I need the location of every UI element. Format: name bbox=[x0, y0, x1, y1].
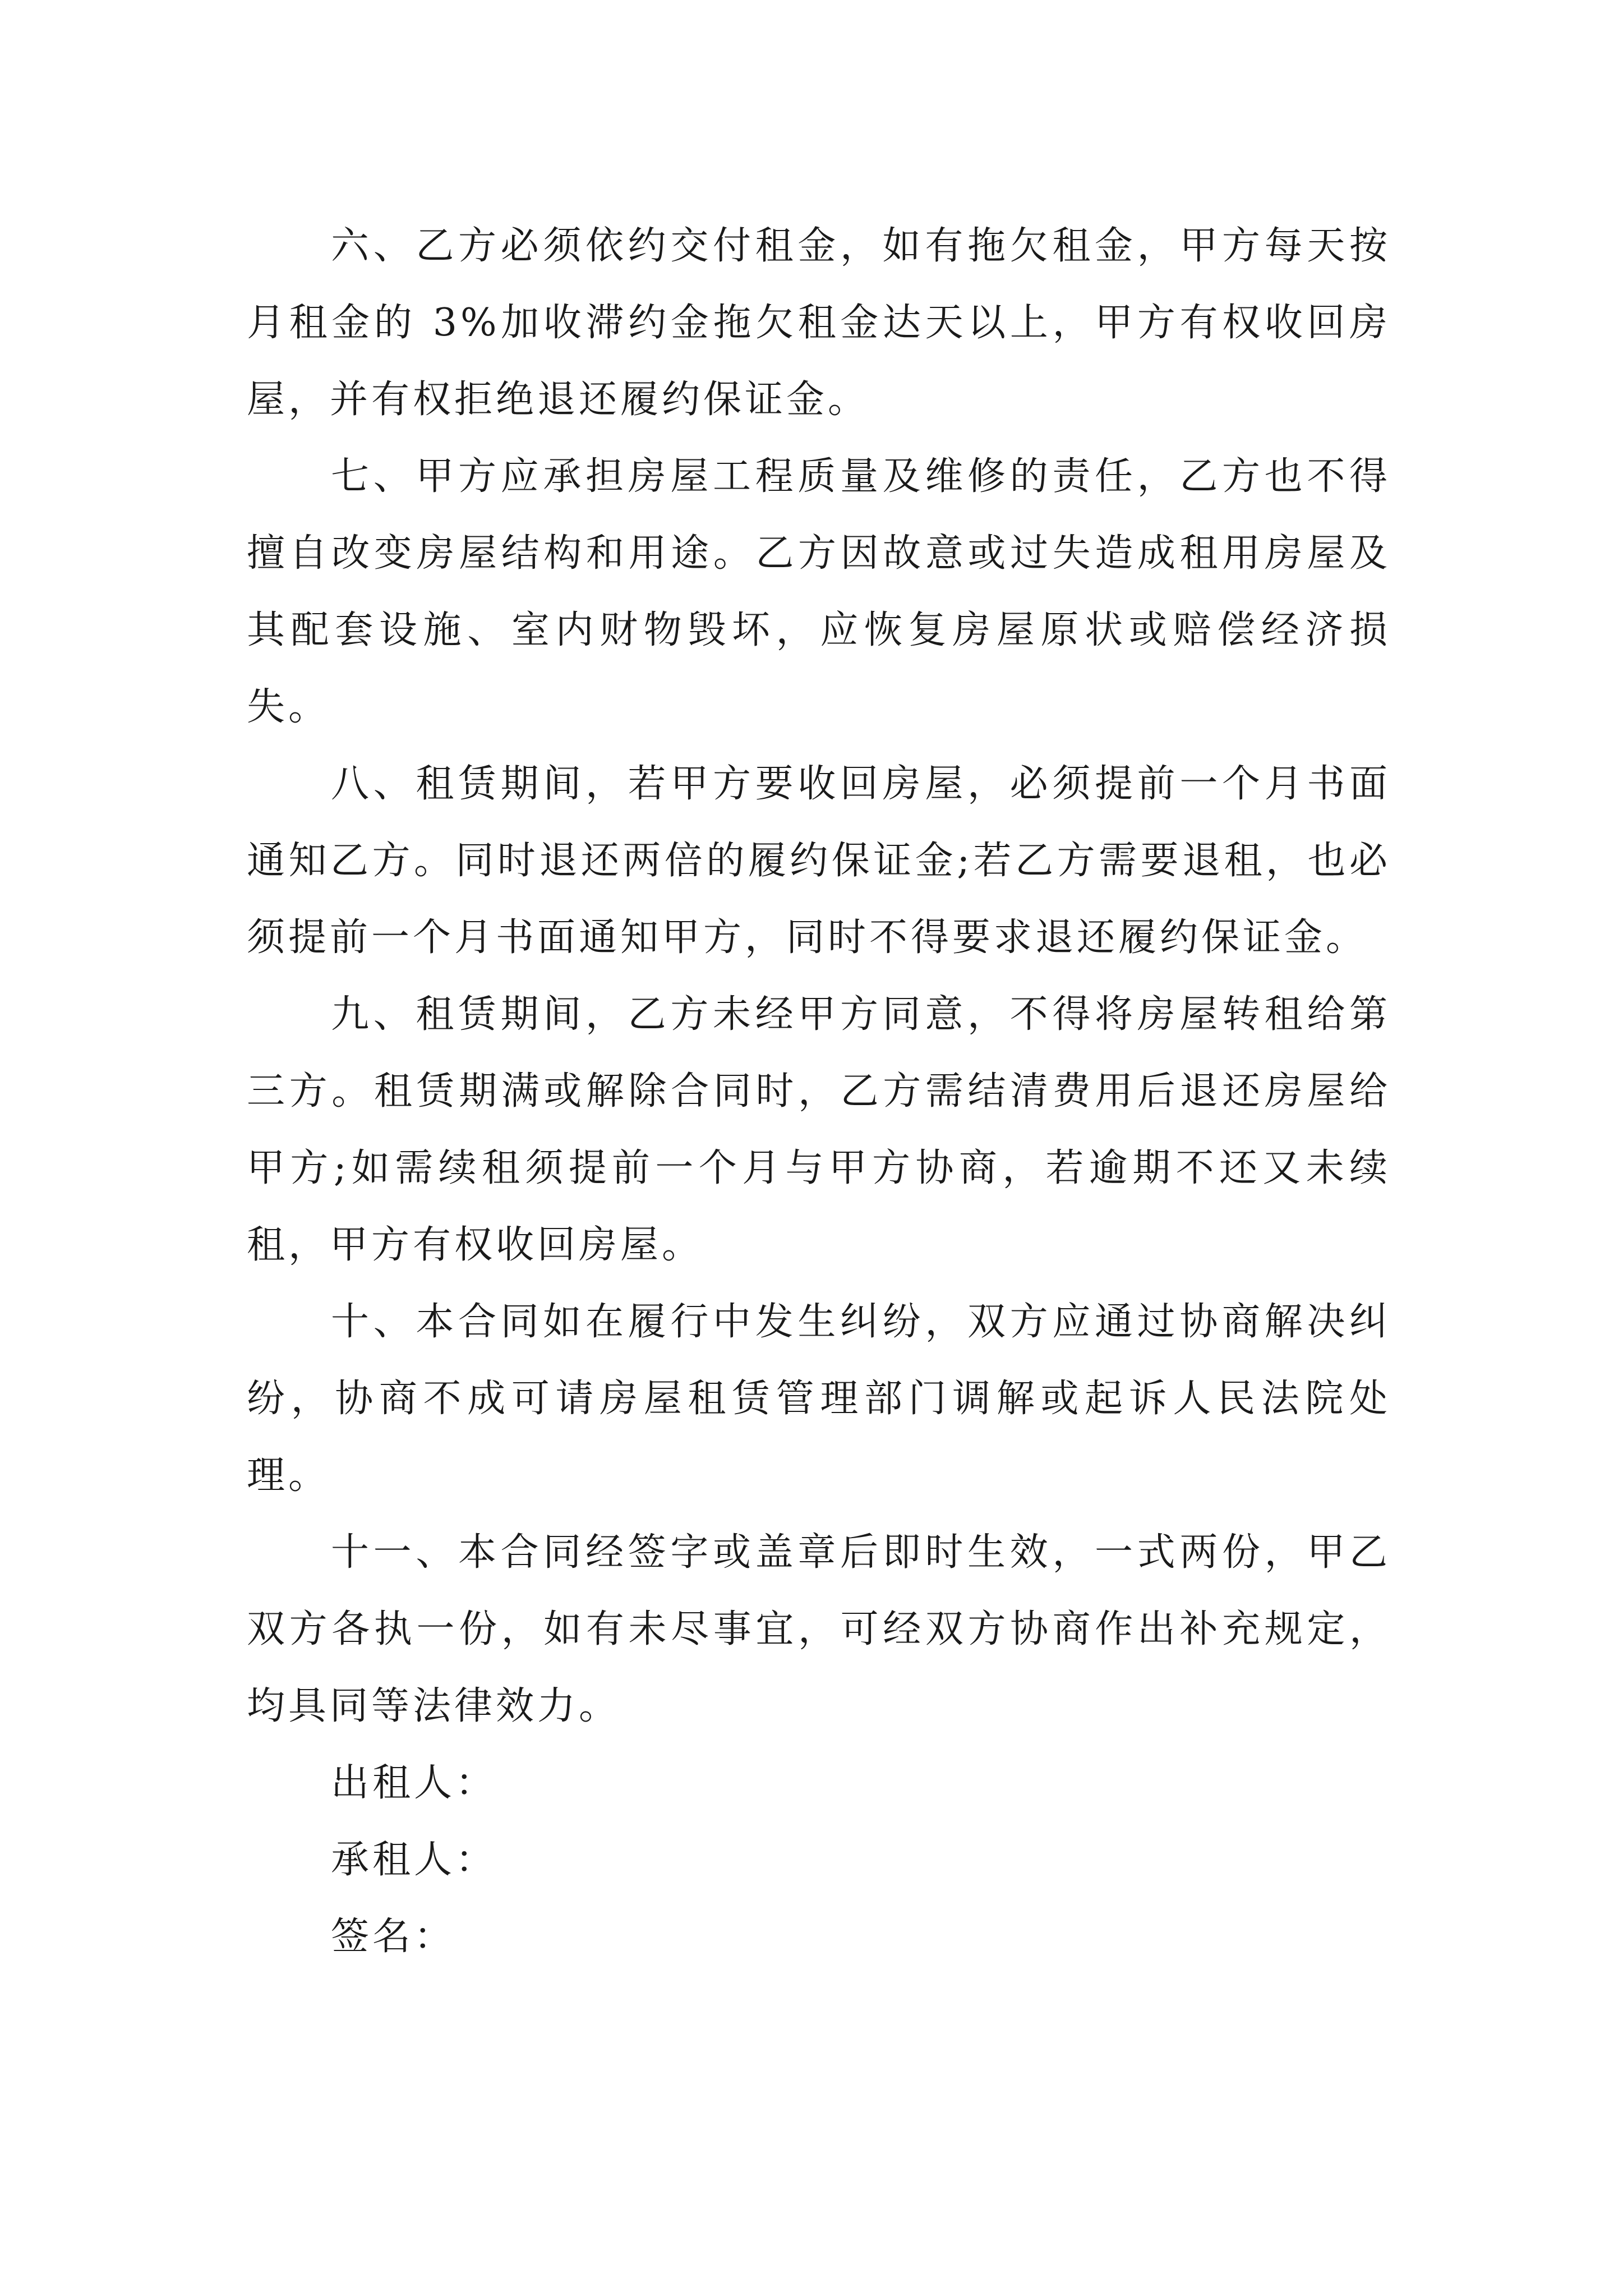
signature-label: 签名： bbox=[331, 1915, 456, 1959]
lessee-label: 承租人： bbox=[331, 1838, 497, 1882]
clause-6: 六、乙方必须依约交付租金，如有拖欠租金，甲方每天按月租金的 3%加收滞约金拖欠租金达天以上，甲方有权收回房屋，并有权拒绝退还履约保证金。 bbox=[247, 224, 1391, 422]
clause-10: 十、本合同如在履行中发生纠纷，双方应通过协商解决纠纷，协商不成可请房屋租赁管理部门调解或起诉人民法院处理。 bbox=[247, 1300, 1391, 1498]
clause-9: 九、租赁期间，乙方未经甲方同意，不得将房屋转租给第三方。租赁期满或解除合同时，乙方需结清费用后退还房屋给甲方;如需续租须提前一个月与甲方协商，若逾期不还又未续租，甲方有权收回房屋。 bbox=[247, 992, 1391, 1267]
clause-8: 八、租赁期间，若甲方要收回房屋，必须提前一个月书面通知乙方。同时退还两倍的履约保证金;若乙方需要退租，也必须提前一个月书面通知甲方，同时不得要求退还履约保证金。 bbox=[247, 762, 1391, 960]
document-body bbox=[247, 208, 1391, 1975]
clause-11: 十一、本合同经签字或盖章后即时生效，一式两份，甲乙双方各执一份，如有未尽事宜，可经双方协商作出补充规定，均具同等法律效力。 bbox=[247, 1530, 1391, 1728]
clause-7: 七、甲方应承担房屋工程质量及维修的责任，乙方也不得擅自改变房屋结构和用途。乙方因故意或过失造成租用房屋及其配套设施、室内财物毁坏，应恢复房屋原状或赔偿经济损失。 bbox=[247, 454, 1391, 729]
lessor-label: 出租人： bbox=[331, 1761, 497, 1805]
